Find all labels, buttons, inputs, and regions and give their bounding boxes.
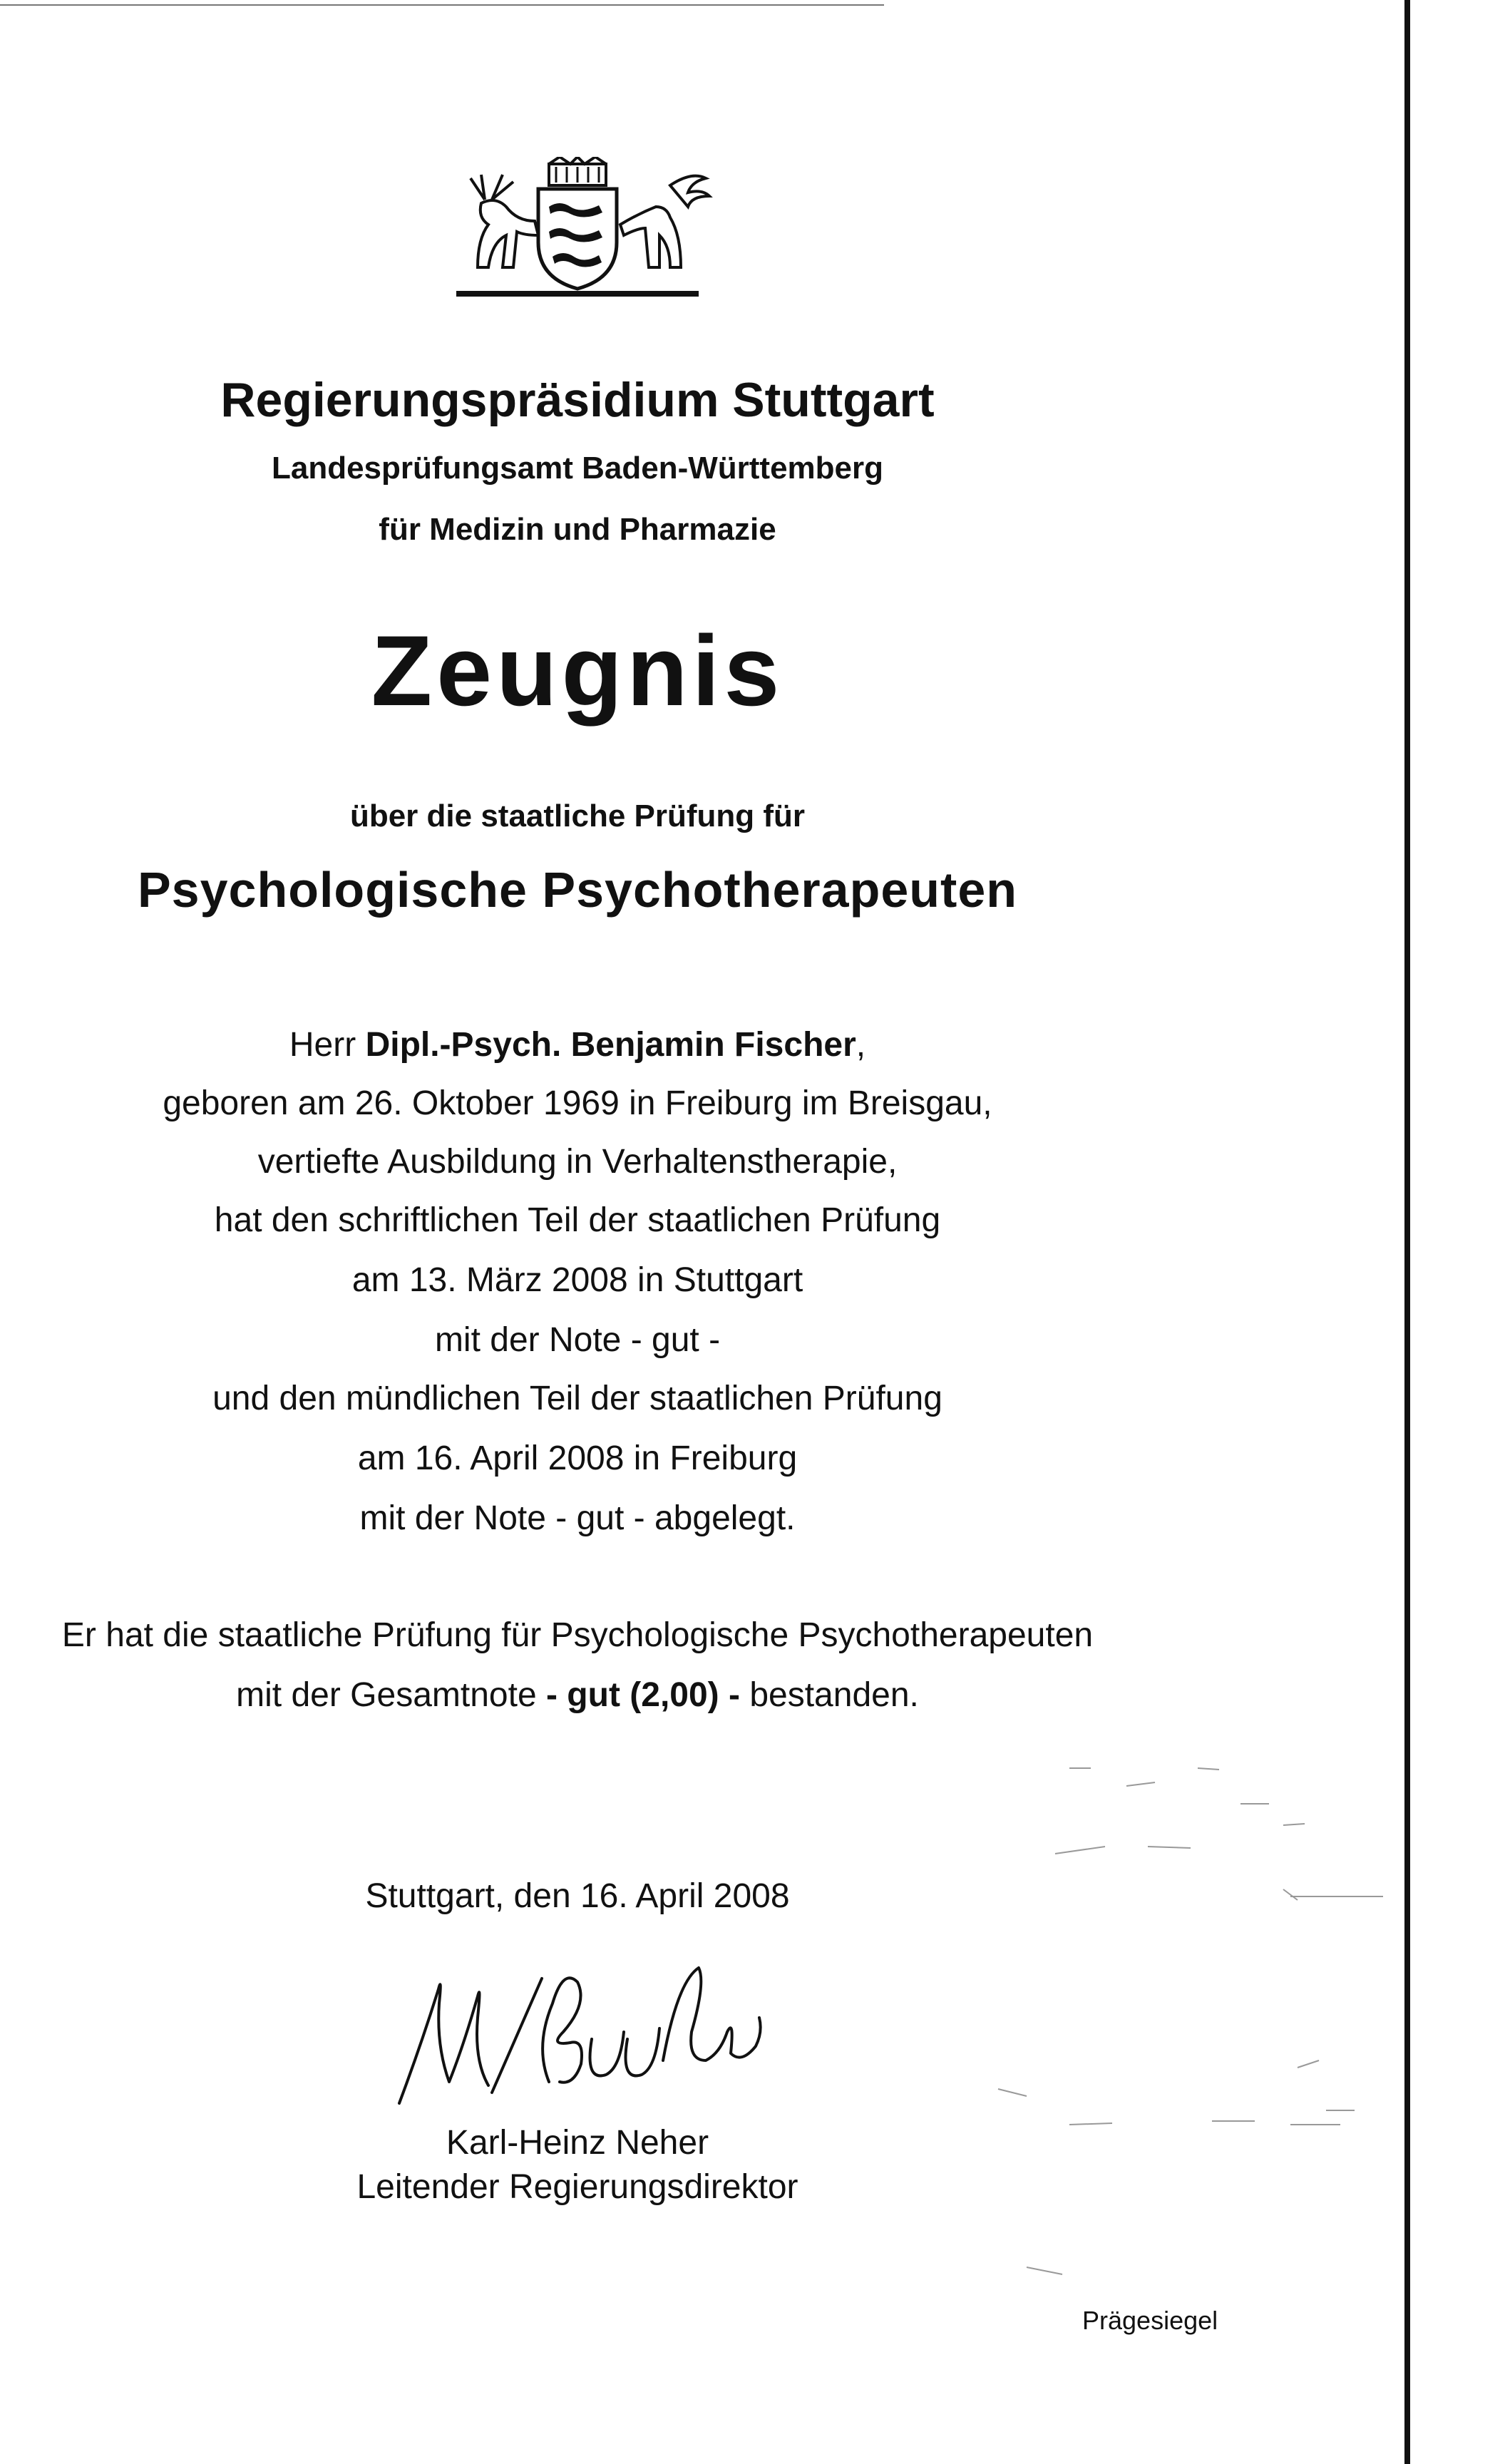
result-prefix: mit der Gesamtnote — [236, 1676, 546, 1714]
overall-grade: - gut (2,00) - — [545, 1676, 740, 1714]
document-subtitle: über die staatliche Prüfung für — [349, 799, 806, 833]
body-line-birth: geboren am 26. Oktober 1969 in Freiburg im Breisgau, — [163, 1084, 992, 1122]
body-line-written-date: am 13. März 2008 in Stuttgart — [351, 1261, 803, 1299]
result-suffix: bestanden. — [739, 1676, 919, 1714]
document-title: Zeugnis — [371, 615, 784, 727]
seal-label: Prägesiegel — [1082, 2306, 1218, 2335]
body-line-oral-part: und den mündlichen Teil der staatlichen Prüfung — [212, 1380, 942, 1417]
coat-of-arms-icon — [442, 157, 713, 299]
candidate-line — [0, 1025, 1155, 1064]
page-right-border — [1404, 0, 1410, 2464]
salutation: Herr — [289, 1026, 366, 1064]
office-line-1: Landesprüfungsamt Baden-Württemberg — [271, 451, 884, 486]
result-line-2 — [0, 1675, 1155, 1715]
authority-name: Regierungspräsidium Stuttgart — [220, 373, 935, 427]
body-line-written-part: hat den schriftlichen Teil der staatlichen Prüfung — [214, 1201, 941, 1239]
place-and-date: Stuttgart, den 16. April 2008 — [365, 1877, 790, 1915]
embossed-seal-traces — [984, 1725, 1397, 2296]
handwritten-signature — [371, 1939, 827, 2118]
signer-name: Karl-Heinz Neher — [446, 2124, 709, 2162]
signer-title: Leitender Regierungsdirektor — [356, 2168, 798, 2206]
office-line-2: für Medizin und Pharmazie — [379, 512, 776, 547]
candidate-name: Dipl.-Psych. Benjamin Fischer — [365, 1026, 856, 1064]
candidate-name-suffix: , — [856, 1026, 866, 1064]
profession-title: Psychologische Psychotherapeuten — [137, 862, 1018, 918]
result-line-1: Er hat die staatliche Prüfung für Psychologische Psychotherapeuten — [61, 1616, 1094, 1654]
body-line-oral-date: am 16. April 2008 in Freiburg — [357, 1439, 798, 1477]
body-line-training: vertiefte Ausbildung in Verhaltenstherapie, — [257, 1143, 898, 1181]
body-line-written-grade: mit der Note - gut - — [434, 1321, 721, 1359]
top-edge-line — [0, 4, 884, 6]
body-line-oral-grade: mit der Note - gut - abgelegt. — [359, 1499, 796, 1537]
